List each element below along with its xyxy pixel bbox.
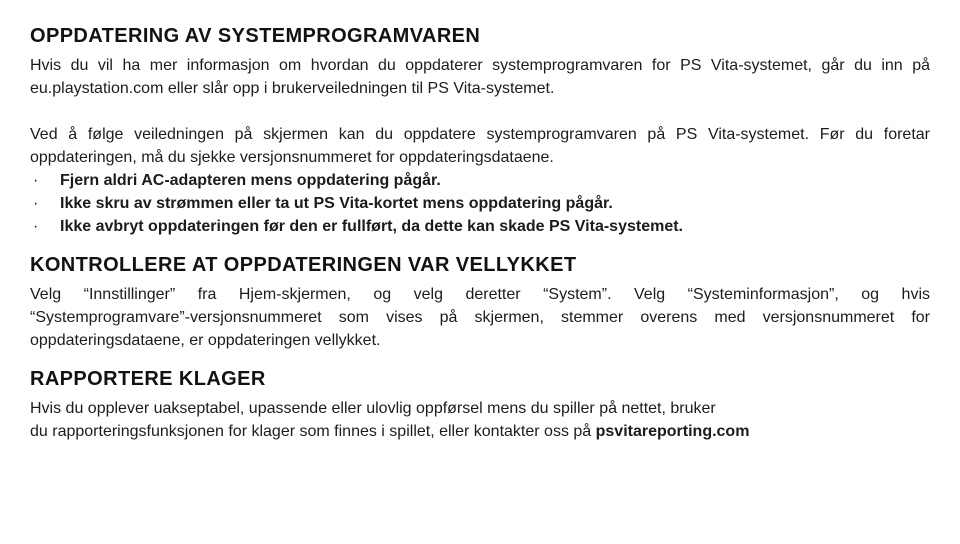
- paragraph-line: Hvis du opplever uakseptabel, upassende eller ulovlig oppførsel mens du spiller på nettet, bruker: [30, 400, 716, 417]
- bullet-item: [30, 169, 930, 192]
- paragraph-line: Velg “Innstillinger” fra Hjem-skjermen, og velg deretter “System”. Velg “Systeminformasjon”, og hvis: [30, 286, 930, 303]
- bullet-text: Ikke avbryt oppdateringen før den er fullført, da dette kan skade PS Vita-systemet.: [60, 218, 683, 235]
- closing-line-text: du rapporteringsfunksjonen for klager som finnes i spillet, eller kontakter oss på: [30, 423, 596, 440]
- paragraph-line: [30, 420, 930, 443]
- bullet-item: [30, 215, 930, 238]
- bullet-dot: ·: [33, 172, 39, 189]
- warning-bullet-list: [30, 169, 930, 238]
- paragraph-update-instructions: [30, 123, 930, 169]
- bullet-dot: ·: [33, 195, 39, 212]
- psvitareporting-domain-text: psvitareporting.com: [595, 423, 750, 440]
- paragraph-line: oppdateringen, må du sjekke versjonsnummeret for oppdateringsdataene.: [30, 149, 554, 166]
- bullet-text: Ikke skru av strømmen eller ta ut PS Vita-kortet mens oppdatering pågår.: [60, 195, 613, 212]
- paragraph-line: Hvis du vil ha mer informasjon om hvordan du oppdaterer systemprogramvaren for PS Vita-systemet, går du inn på: [30, 57, 930, 74]
- bullet-text: Fjern aldri AC-adapteren mens oppdatering pågår.: [60, 172, 441, 189]
- paragraph-line: eu.playstation.com eller slår opp i brukerveiledningen til PS Vita-systemet.: [30, 80, 555, 97]
- paragraph-report-info: [30, 397, 930, 443]
- paragraph-update-info: [30, 54, 930, 100]
- paragraph-verify-instructions: [30, 283, 930, 352]
- bullet-dot: ·: [33, 218, 39, 235]
- paragraph-line: Ved å følge veiledningen på skjermen kan du oppdatere systemprogramvaren på PS Vita-systemet. Før du foretar: [30, 126, 930, 143]
- section-heading-report-grief: RAPPORTERE KLAGER: [30, 368, 266, 390]
- section-heading-verify-update: KONTROLLERE AT OPPDATERINGEN VAR VELLYKKET: [30, 254, 577, 276]
- paragraph-line: oppdateringsdataene, er oppdateringen vellykket.: [30, 332, 381, 349]
- section-heading-system-update: OPPDATERING AV SYSTEMPROGRAMVAREN: [30, 25, 481, 47]
- bullet-item: [30, 192, 930, 215]
- paragraph-line: “Systemprogramvare”-versjonsnummeret som vises på skjermen, stemmer overens med versjonsnummeret for: [30, 309, 930, 326]
